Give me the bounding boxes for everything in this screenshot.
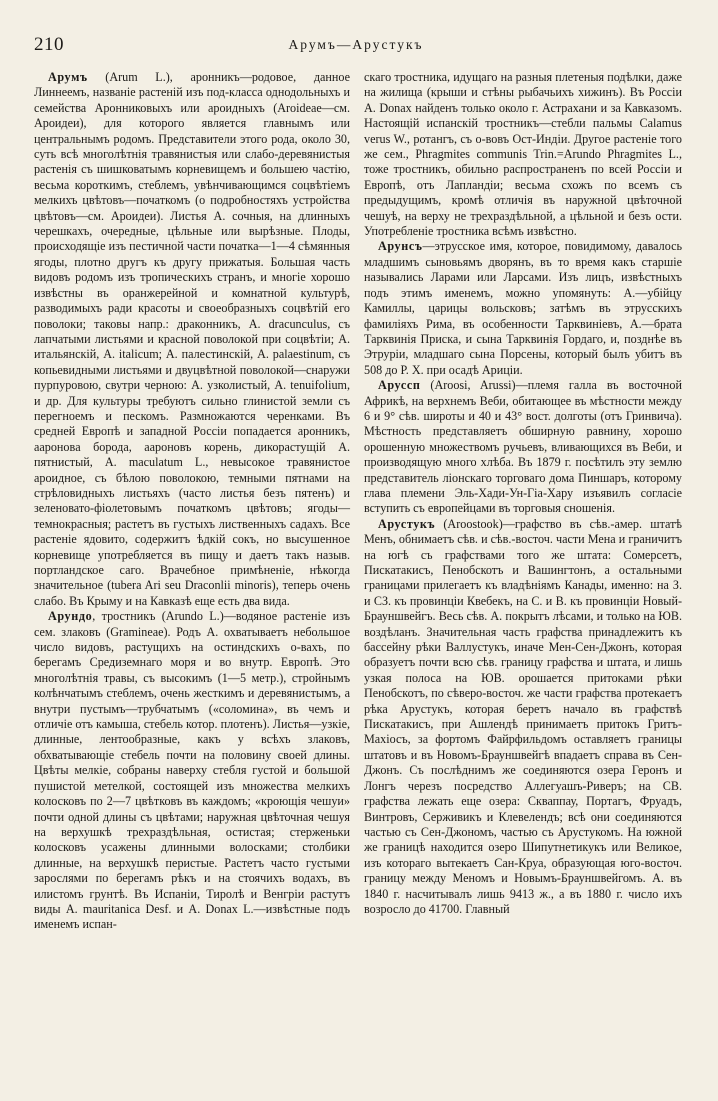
- entry-arussi: [364, 378, 682, 517]
- headword: Арустукъ: [378, 516, 436, 531]
- right-column: [364, 70, 682, 917]
- page-header: [34, 34, 678, 60]
- entry-text: (Aroosi, Arussi)—племя галла въ восточной Африкѣ, на верхнемъ Веби, обитающее въ мѣстности между 6 и 9° сѣв. широты и 40 и 43° вост. долготы (отъ Гринвича). Мѣстность представляетъ обширную равнину, хорошо орошенную множествомъ ручьевъ, вливающихся въ Веби, и производящую много хлѣба. Въ 1879 г. посѣтилъ эту землю представитель ліонскаго торговаго дома Пиншаръ, которому глава племени Эль-Хади-Ун-Гіа-Хару изъявилъ согласіе вступить съ европейцами въ торговыя сношенія.: [364, 378, 682, 516]
- page-number: 210: [34, 34, 64, 55]
- entry-aruns: [364, 239, 682, 378]
- headword: Аруссп: [378, 378, 421, 393]
- left-column: [34, 70, 350, 933]
- headword: Арунсъ: [378, 239, 423, 254]
- entry-arundo: [34, 609, 350, 933]
- entry-arundo-continued: [364, 70, 682, 239]
- entry-arum: [34, 70, 350, 609]
- headword: Арумъ: [48, 70, 88, 84]
- entry-text: —этрусское имя, которое, повидимому, давалось младшимъ сыновьямъ дворянъ, въ то время какъ старшіе назывались Ларами или Ларсами. Изъ лицъ, извѣстныхъ подъ этимъ именемъ, можно упомянуть: А.—убійцу Камиллы, царицы вольсковъ; затѣмъ въ этрусскихъ фамиліяхъ Рима, въ особенности Тарквиніевъ, А.—брата Тарквинія Приска, и сына Тарквинія Гордаго, и, позднѣе въ Этруріи, младшаго сына Порсены, который былъ убитъ въ 508 до Р. Х. при осадѣ Ариціи.: [364, 239, 682, 377]
- entry-text: скаго тростника, идущаго на разныя плетеныя подѣлки, даже на жилища (крыши и стѣны рыбачьихъ хижинъ). Въ Россіи A. Donax найденъ только около г. Астрахани и за Кавказомъ. Настоящій испанскій тростникъ—стебли пальмы Calamus verus W., ротангъ, съ о-вовъ Ост-Индіи. Другое растеніе того же сем., Phragmites communis Trin.=Arundo Phragmites L., тоже тростникъ, обильно распространенъ по всей Россіи и Европѣ, отъ Лапландіи; весьма схожъ по всемъ съ предыдущимъ, кромѣ отличія въ наружной цвѣточной чешуѣ, на верху не трехраздѣльной, а цѣльной и безъ ости. Употребленіе тростника всѣмъ извѣстно.: [364, 70, 682, 239]
- entry-text: , тростникъ (Arundo L.)—водяное растеніе изъ сем. злаковъ (Gramineae). Родъ А. охватываетъ небольшое число видовъ, растущихъ на остиндскихъ о-вахъ, по берегамъ Средиземнаго моря и во внутр. Европѣ. Это многолѣтнія травы, съ высокимъ (1—5 метр.), стройнымъ колѣнчатымъ стеблемъ, очень жесткимъ и деревянистымъ, а внутри пустымъ—трубчатымъ («соломина», въ чемъ и отличіе отъ камыша, стебель котор. плотенъ). Листья—узкіе, длинные, лентообразные, какъ у всѣхъ злаковъ, обхватывающіе стебель почти на половину своей длины. Цвѣты мелкіе, собраны наверху стебля густой и большой пушистой метелкой, состоящей изъ множества мелкихъ колосковъ по 2—7 цвѣтковъ въ каждомъ; «кроющія чешуи» почти одной длины съ цвѣтами; наружная цвѣточная чешуя на верхушкѣ трехраздѣльная, остистая; стерженьки колосковъ усажены длинными волосками; столбики длинные, на верхушкѣ перистые. Растетъ часто густыми зарослями по берегамъ рѣкъ и на стоячихъ водахъ, въ илистомъ грунтѣ. Въ Испаніи, Тиролѣ и Венгріи растутъ виды A. mauritanica Desf. и A. Donax L.—извѣстные подъ именемъ испан-: [34, 609, 350, 932]
- entry-arustuk: [364, 517, 682, 918]
- running-head: Арумъ—Арустукъ: [288, 37, 424, 52]
- entry-text: (Aroostook)—графство въ сѣв.-амер. штатѣ Менъ, обнимаетъ сѣв. и сѣв.-восточ. части Мена и граничитъ на югѣ съ графствами того же штата: Сомерсетъ, Пискатакисъ, Пенобскотъ и Вашингтонъ, а остальными границами прилегаетъ къ владѣніямъ Канады, именно: на З. и СЗ. къ провинціи Квебекъ, на С. и В. къ провинціи Новый-Брауншвейгъ. Весь сѣв. А. покрытъ лѣсами, и только на ЮВ. воздѣланъ. Значительная часть графства принадлежитъ къ бассейну рѣки Валлустукъ, иначе Мен-Сен-Джонъ, которая образуетъ почти всю сѣв. границу графства и штата, и лишь узкая полоса на ЮВ. орошается притоками рѣки Пенобскотъ, по сѣверо-восточ. же части графства протекаетъ рѣка Арустукъ, которая беретъ начало въ графствѣ Пискатакисъ, при Ашлендѣ принимаетъ притокъ Гритъ-Махіосъ, за фортомъ Файрфильдомъ оставляетъ границы штатовъ и въ Новомъ-Брауншвейгѣ впадаетъ справа въ Сен-Джонъ. Съ послѣднимъ же соединяются озера Геронъ и Лонгъ черезъ посредство Аллегуашъ-Риверъ; на СВ. графства лежать еще озера: Скваппау, Портагъ, Фруадъ, Винтровъ, Серживикъ и Клевелендъ; всѣ они соединяются частью съ Сен-Джономъ, частью съ Арустукомъ. На южной же границѣ находится озеро Шипутнетикукъ или Великое, изъ котораго вытекаетъ Сан-Круа, образующая юго-восточ. границу между Меномъ и Новымъ-Брауншвейгомъ. А. въ 1840 г. насчитывалъ лишь 9413 ж., а въ 1880 г. число ихъ возросло до 41700. Главный: [364, 516, 682, 916]
- headword: Арундо: [48, 609, 93, 624]
- entry-text: (Arum L.), аронникъ—родовое, данное Линнеемъ, названіе растеній изъ под-класса однодольныхъ и семейства Аронниковыхъ или ароидныхъ (Aroideae—см. Ароидеи), для которого является главнымъ или центральнымъ родомъ. Представители этого рода, около 30, суть всѣ многолѣтнія травянистыя или слабо-деревянистыя растенія съ шишковатымъ корневищемъ и большею частію, весьма короткимъ, стеблемъ, увѣнчивающимся соцвѣтіемъ мелкихъ цвѣтовъ—початкомъ (о подробностяхъ устройства цвѣтовъ—см. Ароидеи). Листья А. сочныя, на длинныхъ черешкахъ, очередные, цѣльные или вырѣзные. Плоды, происходящіе изъ пестичной части початка—1—4 сѣмянныя ягоды, плотно другъ къ другу прижатыя. Большая часть видовъ родомъ изъ тропическихъ странъ, и многіе хорошо извѣстны въ оранжерейной и комнатной культурѣ, разводимыхъ ради красоты и своеобразныхъ соцвѣтій его поволоки; таковы напр.: драконникъ, A. dracunculus, съ лапчатыми листьями и красной поволокой при соцвѣтіи; А. итальянскій, A. italicum; А. палестинскій, A. palaestinum, съ копьевидными листьями и двуцвѣтной поволокой—снаружи пурпуровою, свутри черною: А. узколистый, A. tenuifolium, и др. Для культуры требуютъ сильно глинистой земли съ перегноемъ и пескомъ. Размножаются черенками. Въ средней Европѣ и западной Россіи попадается аронникъ, аароновa борода, аароновъ корень, дикорастущій А. пятнистый, A. maculatum L., невысокое травянистое ароидное, съ бѣлою поволокою, темными пятнами на стрѣловидныхъ листьяхъ (часто листья безъ пятенъ) и зеленовато-фіолетовымъ початкомъ цвѣтовъ; ягоды—темнокрасныя; растетъ въ густыхъ лиственныхъ садахъ. Все растеніе ядовито, содержитъ ѣдкій сокъ, но высушенное корневище употребляется въ пищу и даетъ такъ назыв. портландское саго. Врачебное примѣненіе, нѣкогда значительное (tubera Ari seu Draconlii minoris), теперь очень слабо. Въ Крыму и на Кавказѣ еще есть два вида.: [34, 70, 350, 608]
